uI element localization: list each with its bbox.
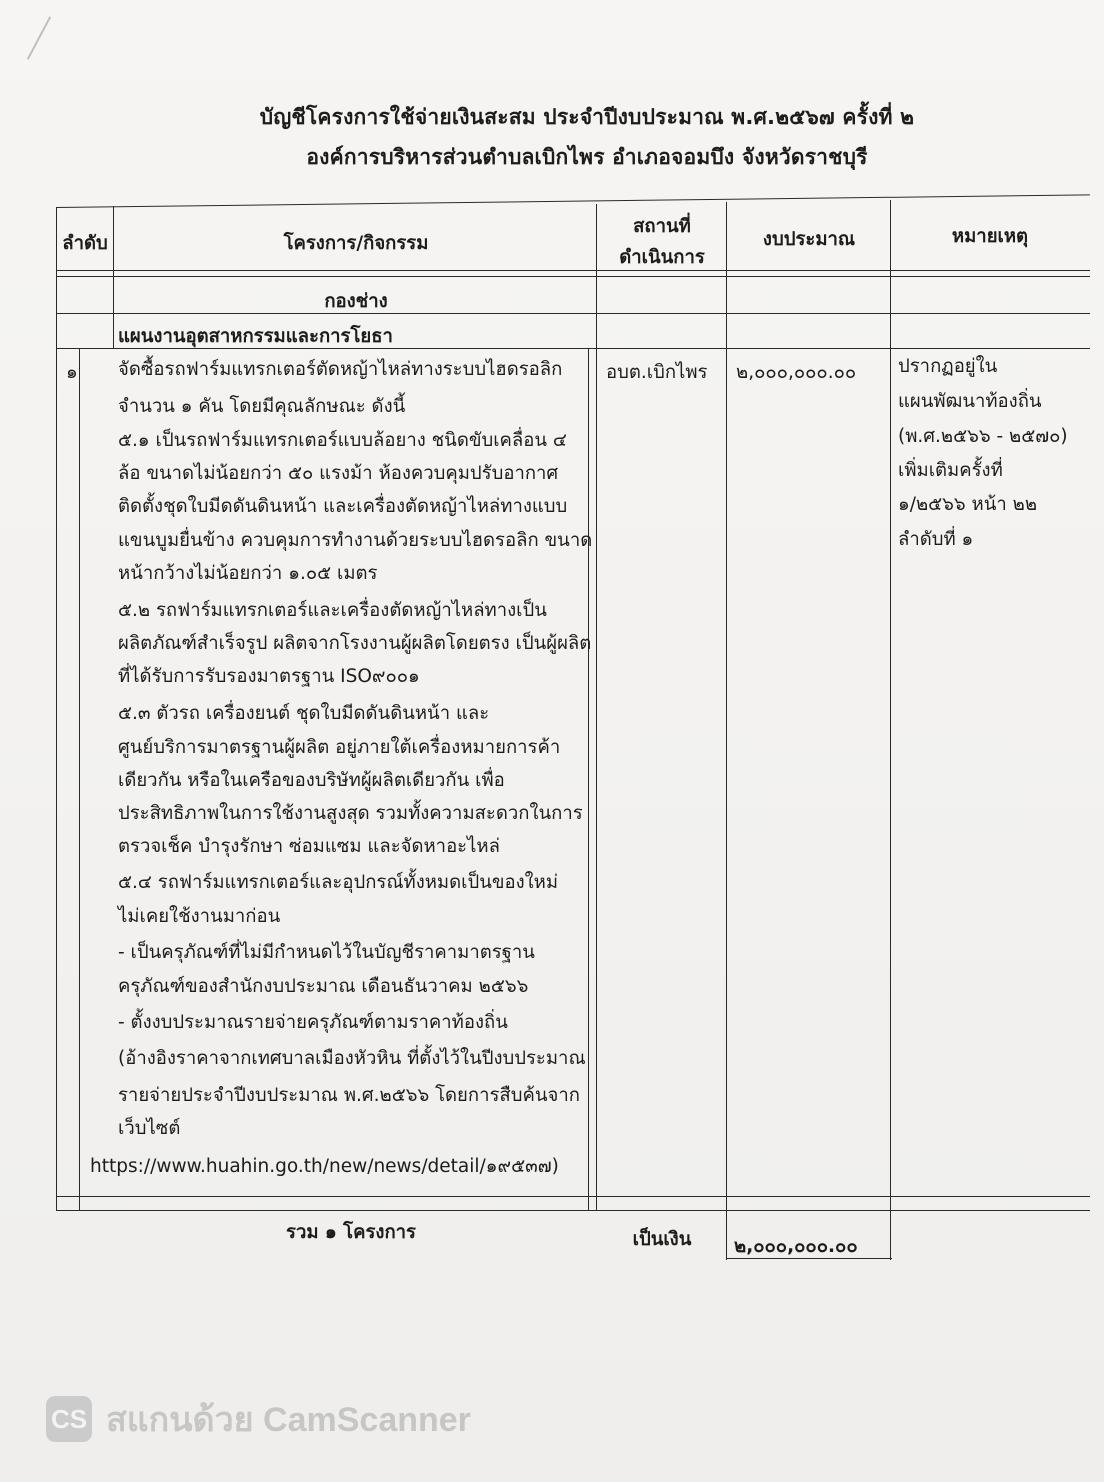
project-line: (อ้างอิงราคาจากเทศบาลเมืองหัวหิน ที่ตั้งไว้ในปีงบประมาณ — [118, 1048, 586, 1069]
header-budget: งบประมาณ — [762, 229, 856, 250]
project-line: จำนวน ๑ คัน โดยมีคุณลักษณะ ดังนี้ — [118, 396, 406, 417]
project-line: ๕.๒ รถฟาร์มแทรกเตอร์และเครื่องตัดหญ้าไหล่ทางเป็น — [118, 600, 547, 621]
remark-line: ๑/๒๕๖๖ หน้า ๒๒ — [898, 494, 1038, 515]
header-double-border — [56, 276, 1090, 277]
project-line: ประสิทธิภาพในการใช้งานสูงสุด รวมทั้งความสะดวกในการ — [118, 803, 583, 824]
header-location-line2: ดำเนินการ — [619, 247, 705, 268]
project-line: จัดซื้อรถฟาร์มแทรกเตอร์ตัดหญ้าไหล่ทางระบบไฮดรอลิก — [118, 359, 563, 380]
project-line: เดียวกัน หรือในเครือของบริษัทผู้ผลิตเดียวกัน เพื่อ — [118, 770, 505, 791]
project-line: ๕.๑ เป็นรถฟาร์มแทรกเตอร์แบบล้อยาง ชนิดขับเคลื่อน ๔ — [118, 430, 567, 451]
document-subtitle: องค์การบริหารส่วนตำบลเบิกไพร อำเภอจอมบึง จังหวัดราชบุรี — [306, 145, 868, 169]
row-location: อบต.เบิกไพร — [606, 362, 708, 383]
project-line: - ตั้งงบประมาณรายจ่ายครุภัณฑ์ตามราคาท้องถิ่น — [118, 1012, 508, 1033]
project-line: แขนบูมยื่นข้าง ควบคุมการทำงานด้วยระบบไฮดรอลิก ขนาด — [118, 530, 593, 551]
table-left-border — [56, 207, 57, 1210]
scan-mark — [27, 16, 51, 59]
document-title: บัญชีโครงการใช้จ่ายเงินสะสม ประจำปีงบประมาณ พ.ศ.๒๕๖๗ ครั้งที่ ๒ — [259, 105, 915, 129]
project-line: ที่ได้รับการรับรองมาตรฐาน ISO๙๐๐๑ — [118, 666, 420, 687]
project-line: ๕.๔ รถฟาร์มแทรกเตอร์และอุปกรณ์ทั้งหมดเป็นของใหม่ — [118, 872, 559, 893]
project-line: ผลิตภัณฑ์สำเร็จรูป ผลิตจากโรงงานผู้ผลิตโดยตรง เป็นผู้ผลิต — [118, 633, 592, 654]
remark-line: ปรากฏอยู่ใน — [898, 356, 998, 377]
project-line: หน้ากว้างไม่น้อยกว่า ๑.๐๕ เมตร — [118, 563, 378, 584]
header-bottom-border — [56, 270, 1090, 271]
row-number: ๑ — [66, 362, 78, 383]
remark-line: เพิ่มเติมครั้งที่ — [898, 460, 1003, 481]
table-top-border — [56, 194, 1090, 208]
header-project: โครงการ/กิจกรรม — [283, 233, 429, 254]
camscanner-watermark — [46, 1394, 471, 1444]
camscanner-logo: CS — [46, 1396, 92, 1442]
total-money-label: เป็นเงิน — [632, 1229, 692, 1250]
col-divider-location — [726, 202, 727, 1260]
remark-line: แผนพัฒนาท้องถิ่น — [898, 391, 1042, 412]
department-label: กองช่าง — [324, 291, 388, 312]
total-amount: ๒,๐๐๐,๐๐๐.๐๐ — [734, 1236, 858, 1257]
col-divider-project-lower — [588, 348, 589, 1210]
col-divider-no-upper — [113, 206, 114, 348]
header-no: ลำดับ — [62, 233, 108, 254]
header-remark: หมายเหตุ — [951, 226, 1029, 247]
project-line: ศูนย์บริการมาตรฐานผู้ผลิต อยู่ภายใต้เครื่องหมายการค้า — [118, 737, 561, 758]
col-divider-budget — [890, 200, 891, 1260]
project-line: ๕.๓ ตัวรถ เครื่องยนต์ ชุดใบมีดดันดินหน้า และ — [118, 703, 490, 724]
project-line: ติดตั้งชุดใบมีดดันดินหน้า และเครื่องตัดหญ้าไหล่ทางแบบ — [118, 496, 568, 517]
col-divider-no-lower — [79, 348, 80, 1210]
col-divider-project-upper — [596, 204, 597, 1210]
remark-line: ลำดับที่ ๑ — [898, 529, 974, 550]
project-line: รายจ่ายประจำปีงบประมาณ พ.ศ.๒๕๖๖ โดยการสืบค้นจาก — [118, 1085, 580, 1106]
remark-line: (พ.ศ.๒๕๖๖ - ๒๕๗๐) — [898, 426, 1068, 447]
project-row-border — [56, 1196, 1090, 1197]
project-line: ตรวจเช็ค บำรุงรักษา ซ่อมแซม และจัดหาอะไหล่ — [118, 836, 500, 857]
camscanner-text: สแกนด้วย CamScanner — [106, 1401, 471, 1439]
project-line: ล้อ ขนาดไม่น้อยกว่า ๕๐ แรงม้า ห้องควบคุมปรับอากาศ — [118, 463, 559, 484]
project-line: ไม่เคยใช้งานมาก่อน — [118, 906, 281, 927]
plan-label: แผนงานอุตสาหกรรมและการโยธา — [118, 326, 393, 347]
total-top-border — [56, 1210, 1090, 1211]
project-url-line: https://www.huahin.go.th/new/news/detail/๑๙๕๓๗) — [90, 1156, 559, 1177]
project-line: - เป็นครุภัณฑ์ที่ไม่มีกำหนดไว้ในบัญชีราคามาตรฐาน — [118, 942, 535, 963]
row-budget: ๒,๐๐๐,๐๐๐.๐๐ — [736, 362, 857, 383]
total-label: รวม ๑ โครงการ — [286, 1222, 416, 1243]
header-location-line1: สถานที่ — [633, 216, 691, 237]
project-line: เว็บไซต์ — [118, 1118, 181, 1139]
project-line: ครุภัณฑ์ของสำนักงบประมาณ เดือนธันวาคม ๒๕๖๖ — [118, 976, 529, 997]
